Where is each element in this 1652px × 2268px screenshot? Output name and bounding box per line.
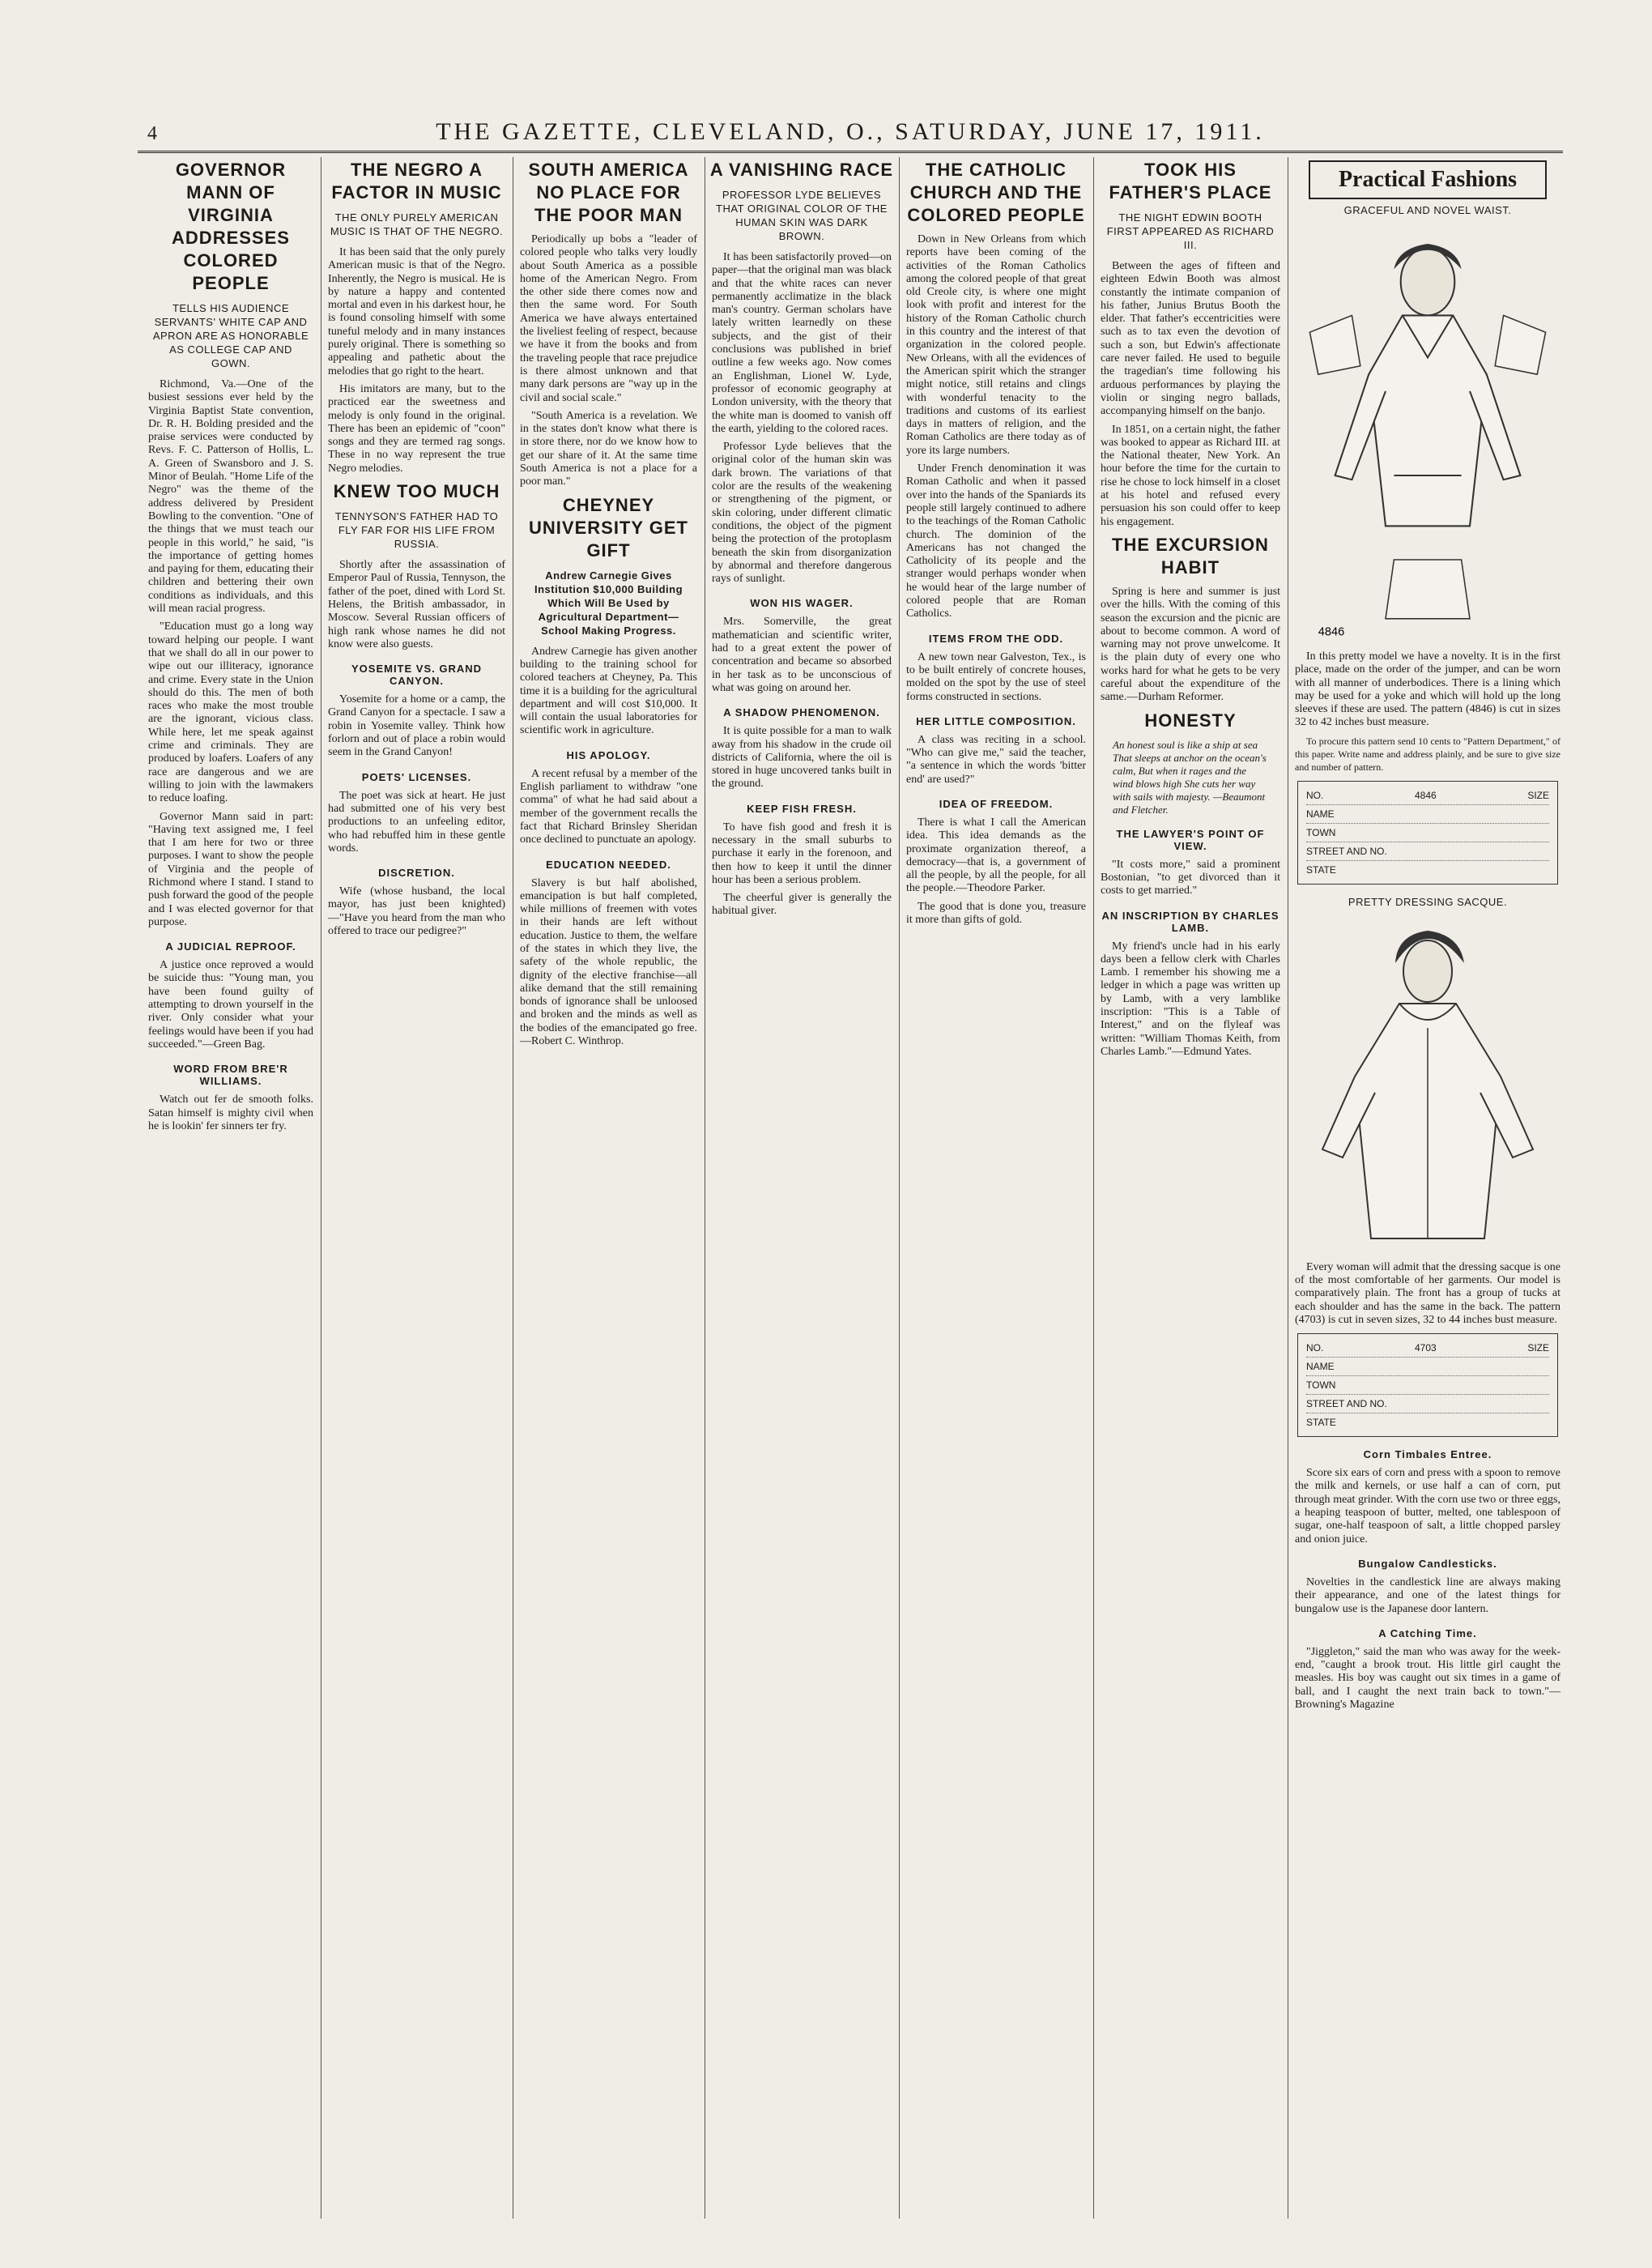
- sacque-illustration: [1301, 914, 1555, 1255]
- article-text: Slavery is but half abolished, emancipation is but half completed, while millions of freemen with votes in their hands are left without education. Justice to them, the welfare of the states in which they live, the safety of the whole republic, the dignity of the elective franchise—all alike demand that the still remaining bonds of ignorance shall be unloosed and broken and the minds as well as the bodies of the emancipated go free.—Robert C. Winthrop.: [520, 876, 697, 1048]
- section-heading: Corn Timbales Entree.: [1363, 1448, 1492, 1461]
- headline-south-america: SOUTH AMERICA NO PLACE FOR THE POOR MAN: [528, 160, 689, 225]
- article-text: Under French denomination it was Roman Catholic and when it passed over into the hands of the Spaniards its people still largely continued to adhere to the teachings of the Roman Catholic church. The dominion of the Americans has not changed the Catholicity of its people and the stranger would perhaps wonder when he would hear of the large number of colored people that are Roman Catholics.: [906, 463, 1086, 620]
- pattern-order-form: [1297, 1333, 1558, 1437]
- column-4: [709, 157, 894, 2219]
- section-heading: POETS' LICENSES.: [361, 770, 472, 783]
- subhead-negro-music: THE ONLY PURELY AMERICAN MUSIC IS THAT OF THE NEGRO.: [330, 211, 504, 237]
- section-heading: A SHADOW PHENOMENON.: [723, 706, 880, 719]
- article-text: Shortly after the assassination of Emperor Paul of Russia, Tennyson, the father of the poet, dined with Lord St. Helens, the British ambassador, in Moscow. Several Russian officers of high rank whose names he did not know were also guests.: [328, 559, 505, 650]
- column-2: [326, 157, 508, 2219]
- article-text: "South America is a revelation. We in the states don't know what there is in store there, nor do we know how to get our share of it. At the same time South America is not a place for a poor man.": [520, 409, 697, 488]
- page-number: 4: [147, 123, 157, 144]
- article-text: Spring is here and summer is just over the hills. With the coming of this season the excursion and the picnic are about to become common. A word of warning may not prove unwelcome. It is the plain duty of every one who works hard for what he gets to be very careful about the expenditure of the same.—Durham Reformer.: [1101, 585, 1280, 704]
- form-label-name: NAME: [1306, 808, 1335, 820]
- form-label-state: STATE: [1306, 1417, 1336, 1429]
- masthead: [138, 113, 1563, 153]
- pattern-order-form: [1297, 781, 1558, 885]
- article-text: "Education must go a long way toward helping our people. I want that we shall do all in our power to wipe out our illiteracy, ignorance and crime. Every state in the Union should do this. The men of both races who make the most trouble are the ignorant, vicious class. While here, let me speak against crime and criminals. They are produced by loafers. Loafers of any race are dangerous and we are willing to join with the lawmakers to reduce loafing.: [148, 620, 313, 805]
- form-label-no: NO.: [1306, 789, 1324, 801]
- article-text: Every woman will admit that the dressing sacque is one of the most comfortable of her garments. Our model is comparatively plain. The front has a group of tucks at each shoulder and has the same in the back. The pattern (4703) is cut in seven sizes, 32 to 44 inches bust measure.: [1295, 1260, 1560, 1326]
- article-text: Wife (whose husband, the local mayor, has just been knighted)—"Have you heard from the man who offered to trace our pedigree?": [328, 885, 505, 937]
- waist-illustration: [1301, 223, 1555, 644]
- woman-sacque-illustration: [1301, 914, 1555, 1255]
- subhead-knew-too-much: TENNYSON'S FATHER HAD TO FLY FAR FOR HIS LIFE FROM RUSSIA.: [334, 510, 499, 551]
- subhead-governor-mann: TELLS HIS AUDIENCE SERVANTS' WHITE CAP AND APRON ARE AS HONORABLE AS COLLEGE CAP AND GOWN.: [152, 302, 309, 369]
- section-heading: A JUDICIAL REPROOF.: [165, 940, 296, 953]
- article-text: It has been said that the only purely American music is that of the Negro. Inherently, the Negro is musical. He is by nature a happy and contented mortal and even in his darkest hour, he is found consoling himself with some tuneful melody and in many instances purely original. There is something so appealing and pathetic about the melodies that go right to the heart.: [328, 246, 505, 377]
- section-heading: AN INSCRIPTION BY CHARLES LAMB.: [1101, 909, 1279, 934]
- article-text: Yosemite for a home or a camp, the Grand Canyon for a spectacle. I saw a robin in Yosemite valley. Think how forlorn and out of place a robin would seem in the Grand Canyon!: [328, 693, 505, 759]
- article-text: His imitators are many, but to the practiced ear the sweetness and melody is only found in the original. There has been an epidemic of "coon" songs and they are termed rag songs. These in no way represent the true Negro melodies.: [328, 382, 505, 475]
- headline-excursion: THE EXCURSION HABIT: [1112, 534, 1269, 578]
- article-text: The cheerful giver is generally the habitual giver.: [712, 892, 892, 918]
- article-text: Score six ears of corn and press with a spoon to remove the milk and kernels, or use half a can of corn, put through meat grinder. With the corn use two or three eggs, a heaping teaspoon of butter, melted, one tablespoon of sugar, one-half teaspoon of salt, a little chopped parsley and onion juice.: [1295, 1467, 1560, 1545]
- section-heading: Bungalow Candlesticks.: [1358, 1557, 1497, 1570]
- article-text: Between the ages of fifteen and eighteen Edwin Booth was almost constantly the intimate companion of his father, Junius Brutus Booth the elder. That father's eccentricities were such as to tax even the devotion of such a son, but Edwin's affectionate care never failed. He used to beguile the tragedian's time following his arduous performances by playing the violin or singing negro ballads, accompanying himself on the banjo.: [1101, 260, 1280, 418]
- article-text: Mrs. Somerville, the great mathematician and scientific writer, had to a great extent the power of concentration and became so absorbed in her task as to be unconscious of what was going on around her.: [712, 616, 892, 694]
- column-rule: [1093, 157, 1094, 2219]
- column-3: [517, 157, 700, 2219]
- fashion-subtitle: PRETTY DRESSING SACQUE.: [1348, 895, 1508, 908]
- article-text: The good that is done you, treasure it more than gifts of gold.: [906, 900, 1086, 927]
- masthead-title: THE GAZETTE, CLEVELAND, O., SATURDAY, JUNE 17, 1911.: [436, 118, 1265, 145]
- column-5: [904, 157, 1088, 2219]
- form-label-no: NO.: [1306, 1342, 1324, 1354]
- subhead-booth: THE NIGHT EDWIN BOOTH FIRST APPEARED AS RICHARD III.: [1106, 211, 1275, 251]
- form-label-name: NAME: [1306, 1361, 1335, 1373]
- form-label-street: STREET AND NO.: [1306, 845, 1387, 857]
- form-pattern-no: 4703: [1414, 1342, 1437, 1354]
- section-heading: WON HIS WAGER.: [750, 597, 854, 610]
- section-heading: EDUCATION NEEDED.: [546, 858, 671, 871]
- article-text: Professor Lyde believes that the original color of the human skin was dark brown. The variations of that color are the results of the weakening or strengthening of the pigment, or skin coloring, under different climatic conditions, the object of the pigment being the protection of the protoplasm beneath the skin from disorganization by abnormal and therefore dangerous rays of sunlight.: [712, 441, 892, 586]
- article-text: A new town near Galveston, Tex., is to be built entirely of concrete houses, molded on the spot by the use of steel forms constructed in sections.: [906, 650, 1086, 703]
- section-heading: WORD FROM BRE'R WILLIAMS.: [173, 1063, 288, 1088]
- form-label-state: STATE: [1306, 863, 1336, 876]
- column-7: [1292, 157, 1563, 2219]
- headline-knew-too-much: KNEW TOO MUCH: [333, 481, 500, 502]
- article-text: "It costs more," said a prominent Bostonian, "to get divorced than it costs to get married.": [1101, 858, 1280, 897]
- form-label-town: TOWN: [1306, 826, 1336, 838]
- columns: [146, 157, 1563, 2219]
- section-heading: THE LAWYER'S POINT OF VIEW.: [1116, 827, 1265, 852]
- headline-honesty: HONESTY: [1144, 710, 1237, 731]
- article-text: A justice once reproved a would be suicide thus: "Young man, you have been found guilty of attempting to drown yourself in the river. Only consider what your feelings would have been if you had succeeded."—Green Bag.: [148, 959, 313, 1051]
- section-heading: A Catching Time.: [1378, 1626, 1477, 1639]
- article-text: A class was reciting in a school. "Who can give me," said the teacher, "a sentence in which the words 'bitter end' are used?": [906, 733, 1086, 786]
- practical-fashions-title: Practical Fashions: [1309, 160, 1547, 199]
- form-label-size: SIZE: [1527, 1342, 1549, 1354]
- column-6: [1098, 157, 1283, 2219]
- section-heading: DISCRETION.: [378, 867, 455, 880]
- woman-figure-illustration: [1301, 223, 1555, 644]
- article-text: A recent refusal by a member of the English parliament to withdraw "one comma" of what he had said about a member of the government recalls the fact that Richard Brinsley Sheridan once declined to punctuate an apology.: [520, 767, 697, 846]
- article-text: Periodically up bobs a "leader of colored people who talks very loudly about South America as a possible home of the American Negro. From the other side there comes now and then the same word. For South America we have always entertained the liveliest feeling of respect, because we have it from the books and from the traveling people that race prejudice is there almost unknown and that many dark persons are "way up in the civil and social scale.": [520, 233, 697, 404]
- form-label-size: SIZE: [1527, 789, 1549, 801]
- article-text: Down in New Orleans from which reports have been coming of the activities of the Roman Catholics among the colored people of that great old Creole city, is where one might look with profit and interest for the history of the Roman Catholic church in this country and the interest of that organization in the colored people. New Orleans, with all the evidences of the American spirit which the stranger might notice, still retains and clings with wonderful tenacity to the traditions and customs of its earliest days in matters of religion, and the Roman Catholics are there today as of yore its large numbers.: [906, 233, 1086, 457]
- article-text: The poet was sick at heart. He just had submitted one of his very best productions to an unfeeling editor, who had rebuffed him in these gentle words.: [328, 789, 505, 855]
- article-text: "Jiggleton," said the man who was away for the week-end, "caught a brook trout. His little girl caught the measles. His boy was caught out six times in a game of ball, and I caught the next train back to town."—Browning's Magazine: [1295, 1645, 1560, 1712]
- article-text: Richmond, Va.—One of the busiest sessions ever held by the Virginia Baptist State convention, Dr. R. H. Bolding presided and the praise services were conducted by Revs. F. C. Patterson of Hollis, L. A. Green of Swansboro and J. S. Minor of Beulah. "Home Life of the Negro" was the theme of the address delivered by President Bowling to the convention. "One of the things that we must teach our people in this world," he said, "is the importance of getting homes and paying for them, educating their children and bettering their own conditions as individuals, and this will mean racial progress.: [148, 378, 313, 616]
- article-text: Novelties in the candlestick line are always making their appearance, and one of the latest things for bungalow use is the Japanese door lantern.: [1295, 1575, 1560, 1615]
- article-text: It is quite possible for a man to walk away from his shadow in the crude oil districts of California, where the oil is stored in huge uncovered tanks built in the ground.: [712, 725, 892, 791]
- subhead-vanishing-race: PROFESSOR LYDE BELIEVES THAT ORIGINAL COLOR OF THE HUMAN SKIN WAS DARK BROWN.: [716, 189, 888, 242]
- article-text: My friend's uncle had in his early days been a fellow clerk with Charles Lamb. I remember his showing me a ledger in which a page was written up by Lamb, with a very lamblike inscription: "This is a Table of Interest," and on the flyleaf was written: "William Thomas Keith, from Charles Lamb."—Edmund Yates.: [1101, 940, 1280, 1058]
- headline-cheyney: CHEYNEY UNIVERSITY GET GIFT: [529, 494, 688, 561]
- article-text: Watch out fer de smooth folks. Satan himself is mighty civil when he is lookin' fer sinners ter fry.: [148, 1094, 313, 1132]
- section-heading: IDEA OF FREEDOM.: [939, 797, 1054, 810]
- column-rule: [899, 157, 900, 2219]
- article-text: In this pretty model we have a novelty. It is in the first place, made on the order of the jumper, and can be worn with all manner of underbodices. There is a lining which may be used for a yoke and which will hold up the long sleeves if these are used. The pattern (4846) is cut in sizes 32 to 42 inches bust measure.: [1295, 650, 1560, 729]
- subhead-cheyney: Andrew Carnegie Gives Institution $10,000 Building Which Will Be Used by Agricultural Department—School Making Progress.: [534, 569, 683, 637]
- pattern-number-label: 4846: [1318, 625, 1345, 639]
- headline-vanishing-race: A VANISHING RACE: [709, 160, 894, 180]
- poem-honesty: An honest soul is like a ship at sea That sleeps at anchor on the ocean's calm, But when it rages and the wind blows high She cuts her way with sails with majesty. —Beaumont and Fletcher.: [1113, 738, 1267, 816]
- article-text: To procure this pattern send 10 cents to "Pattern Department," of this paper. Write name and address plainly, and be sure to give size and number of pattern.: [1295, 735, 1560, 774]
- article-text: It has been satisfactorily proved—on paper—that the original man was black and that the white races can never permanently acclimatize in the black man's country. German scholars have lately written learnedly on these subjects, and the gist of their conclusions was published in brief outline a few weeks ago. Now comes an Englishman, Lionel W. Lyde, professor of economic geography at London university, with the theory that the white man is doomed to vanish off the earth, yielding to the colored races.: [712, 251, 892, 435]
- form-label-town: TOWN: [1306, 1379, 1336, 1392]
- article-text: Andrew Carnegie has given another building to the training school for colored teachers at Cheyney, Pa. This time it is a building for the agricultural department and will cost $10,000. It will contain the usual laboratories for scientific work in agriculture.: [520, 645, 697, 737]
- section-heading: YOSEMITE VS. GRAND CANYON.: [351, 663, 483, 688]
- headline-negro-music: THE NEGRO A FACTOR IN MUSIC: [331, 160, 502, 202]
- form-pattern-no: 4846: [1414, 789, 1437, 801]
- article-text: To have fish good and fresh it is necessary in the small suburbs to purchase it early in the forenoon, and then how to keep it until the dinner hour has been a serious problem.: [712, 821, 892, 886]
- section-heading: HER LITTLE COMPOSITION.: [916, 714, 1076, 727]
- article-text: There is what I call the American idea. This idea demands as the proximate organization thereof, a democracy—that is, a government of all the people, by all the people, for all the people.—Theodore Parker.: [906, 816, 1086, 895]
- article-text: Governor Mann said in part: "Having text assigned me, I feel that I am here for two or three purposes. I want to show the people of Virginia and the people of Richmond where I stand. I stand to push forward the good of the people and I was elected governor for that purpose.: [148, 810, 313, 928]
- form-label-street: STREET AND NO.: [1306, 1398, 1387, 1410]
- fashion-subtitle: GRACEFUL AND NOVEL WAIST.: [1343, 204, 1512, 216]
- headline-booth: TOOK HIS FATHER'S PLACE: [1109, 160, 1272, 202]
- headline-catholic-church: THE CATHOLIC CHURCH AND THE COLORED PEOPLE: [907, 160, 1085, 225]
- section-heading: KEEP FISH FRESH.: [747, 802, 857, 815]
- section-heading: ITEMS FROM THE ODD.: [928, 632, 1064, 645]
- article-text: In 1851, on a certain night, the father was booked to appear as Richard III. at the National theater, New York. An hour before the time for the curtain to rise he chose to lock himself in a closet at his hotel and refused every persuasion his son could offer to keep his engagement.: [1101, 423, 1280, 528]
- section-heading: HIS APOLOGY.: [566, 748, 651, 761]
- headline-governor-mann: GOVERNOR MANN OF VIRGINIA ADDRESSES COLORED PEOPLE: [172, 160, 290, 293]
- column-1: [146, 157, 316, 2219]
